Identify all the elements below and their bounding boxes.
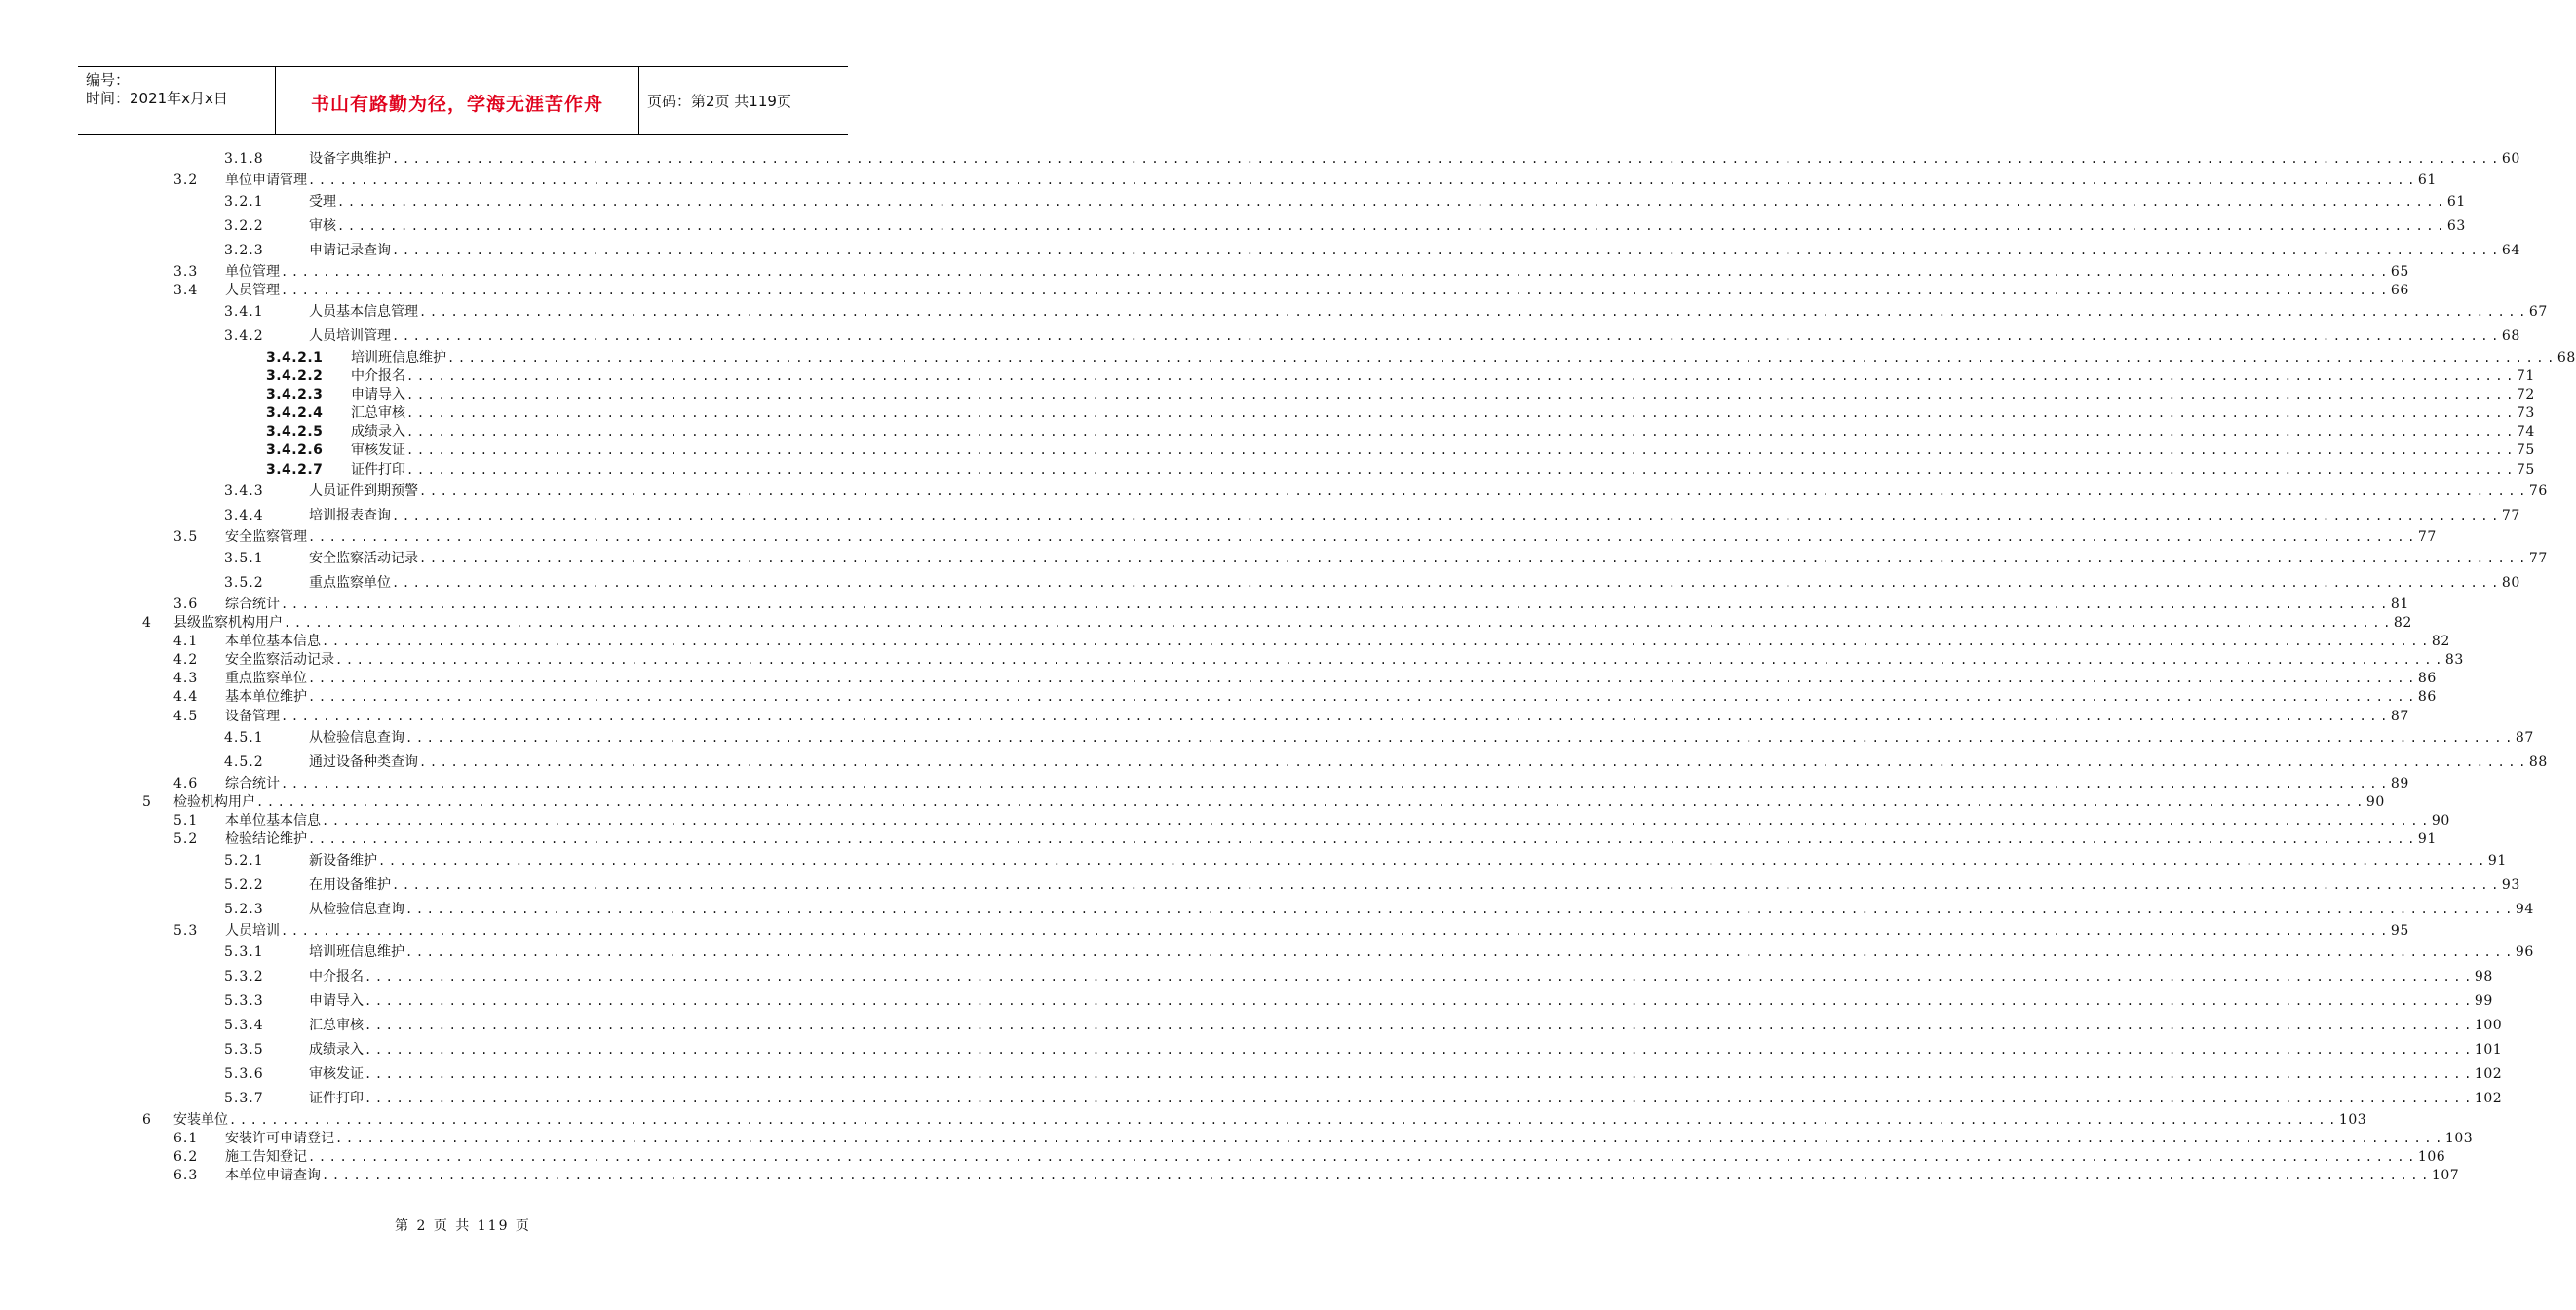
- page-footer: 第 2 页 共 119 页: [395, 1218, 531, 1234]
- toc-leader-dots: ........................................................................................................................................................................................................: [281, 710, 2391, 723]
- toc-leader-dots: ........................................................................................................................................................................................................: [284, 616, 2394, 630]
- toc-entry-title: 单位管理: [225, 264, 280, 280]
- toc-entry-title: 从检验信息查询: [309, 902, 404, 917]
- toc-entry-page: 83: [2444, 652, 2464, 668]
- toc-entry-number: 3.4.2: [224, 328, 264, 344]
- toc-entry-number: 3.3: [173, 264, 199, 280]
- toc-entry-number: 3.5.1: [224, 551, 264, 566]
- toc-entry-number: 3.4.2.3: [266, 387, 324, 403]
- toc-entry-number: 4.6: [173, 776, 199, 791]
- toc-leader-dots: ........................................................................................................................................................................................................: [419, 484, 2529, 498]
- toc-entry[interactable]: [0, 193, 2466, 211]
- toc-entry[interactable]: [0, 528, 2437, 546]
- toc-entry-number: 6.3: [173, 1168, 199, 1183]
- toc-entry-page: 71: [2516, 368, 2535, 384]
- toc-leader-dots: ........................................................................................................................................................................................................: [392, 509, 2502, 522]
- toc-entry-title: 基本单位维护: [225, 689, 307, 705]
- toc-entry-number: 4.2: [173, 652, 199, 668]
- toc-entry-number: 4.1: [173, 634, 199, 649]
- toc-leader-dots: ........................................................................................................................................................................................................: [406, 388, 2517, 402]
- toc-entry-page: 82: [2431, 634, 2450, 649]
- toc-entry-number: 5: [142, 794, 152, 810]
- toc-entry-title: 培训班信息维护: [351, 350, 446, 366]
- toc-entry-title: 重点监察单位: [309, 575, 391, 591]
- toc-entry-page: 106: [2417, 1149, 2446, 1165]
- toc-entry-number: 3.4.3: [224, 483, 264, 499]
- toc-entry-title: 审核发证: [309, 1066, 364, 1082]
- toc-entry-page: 77: [2501, 508, 2520, 523]
- toc-entry[interactable]: [0, 150, 2520, 168]
- toc-entry[interactable]: [0, 303, 2548, 321]
- toc-leader-dots: ........................................................................................................................................................................................................: [281, 284, 2391, 297]
- toc-entry-page: 64: [2501, 243, 2520, 258]
- toc-entry-number: 5.2.1: [224, 853, 264, 868]
- toc-entry-title: 检验机构用户: [173, 794, 255, 810]
- toc-entry-title: 成绩录入: [351, 424, 405, 440]
- toc-entry-number: 3.5: [173, 529, 199, 545]
- toc-entry-number: 5.3.4: [224, 1018, 264, 1033]
- toc-entry-page: 101: [2474, 1042, 2503, 1058]
- toc-entry-page: 91: [2417, 831, 2437, 847]
- toc-leader-dots: ........................................................................................................................................................................................................: [337, 219, 2447, 233]
- toc-entry-page: 102: [2474, 1091, 2503, 1106]
- toc-leader-dots: ........................................................................................................................................................................................................: [447, 351, 2557, 365]
- toc-leader-dots: ........................................................................................................................................................................................................: [337, 195, 2447, 209]
- toc-entry[interactable]: [0, 507, 2520, 524]
- toc-leader-dots: ........................................................................................................................................................................................................: [365, 994, 2475, 1008]
- toc-entry[interactable]: [0, 793, 2385, 811]
- toc-entry[interactable]: [0, 217, 2466, 235]
- toc-entry[interactable]: [0, 670, 2437, 687]
- toc-entry-number: 4.4: [173, 689, 199, 705]
- toc-entry-title: 培训班信息维护: [309, 944, 404, 960]
- toc-entry-number: 3.4.2.6: [266, 443, 324, 458]
- toc-entry-number: 3.1.8: [224, 151, 264, 167]
- toc-entry[interactable]: [0, 349, 2576, 366]
- toc-entry-page: 89: [2390, 776, 2409, 791]
- toc-leader-dots: ........................................................................................................................................................................................................: [392, 152, 2502, 166]
- toc-entry-number: 5.3: [173, 923, 199, 939]
- toc-entry[interactable]: [0, 172, 2437, 189]
- document-number-label: 编号：: [86, 71, 131, 89]
- toc-entry-title: 综合统计: [225, 776, 280, 791]
- toc-entry[interactable]: [0, 753, 2548, 771]
- toc-leader-dots: ........................................................................................................................................................................................................: [281, 924, 2391, 938]
- toc-entry-page: 96: [2515, 944, 2534, 960]
- toc-entry-title: 检验结论维护: [225, 831, 307, 847]
- toc-leader-dots: ........................................................................................................................................................................................................: [365, 1019, 2475, 1032]
- toc-leader-dots: ........................................................................................................................................................................................................: [392, 878, 2502, 892]
- toc-entry[interactable]: [0, 922, 2409, 940]
- toc-leader-dots: ........................................................................................................................................................................................................: [392, 576, 2502, 590]
- toc-entry-number: 3.4.4: [224, 508, 264, 523]
- toc-entry-number: 5.3.6: [224, 1066, 264, 1082]
- toc-entry-number: 5.3.5: [224, 1042, 264, 1058]
- toc-leader-dots: ........................................................................................................................................................................................................: [308, 1150, 2418, 1164]
- toc-entry-page: 95: [2390, 923, 2409, 939]
- toc-entry-page: 66: [2390, 283, 2409, 298]
- toc-entry-title: 安全监察活动记录: [225, 652, 334, 668]
- toc-entry-title: 安装单位: [173, 1112, 228, 1128]
- toc-leader-dots: ........................................................................................................................................................................................................: [308, 672, 2418, 685]
- toc-entry-number: 6.1: [173, 1131, 199, 1146]
- toc-entry[interactable]: [0, 614, 2412, 632]
- toc-entry-number: 3.4.2.1: [266, 350, 324, 366]
- toc-entry-title: 本单位基本信息: [225, 813, 321, 828]
- toc-leader-dots: ........................................................................................................................................................................................................: [281, 265, 2391, 279]
- header-motto: 书山有路勤为径，学海无涯苦作舟: [310, 94, 603, 115]
- toc-leader-dots: ........................................................................................................................................................................................................: [308, 832, 2418, 846]
- toc-entry-title: 成绩录入: [309, 1042, 364, 1058]
- toc-entry[interactable]: [0, 968, 2493, 985]
- toc-entry-page: 75: [2516, 462, 2535, 478]
- toc-entry[interactable]: [0, 461, 2535, 479]
- toc-entry-number: 3.2.2: [224, 218, 264, 234]
- toc-entry[interactable]: [0, 574, 2520, 592]
- header-page-number: 页码：第2页 共119页: [647, 93, 791, 110]
- toc-leader-dots: ........................................................................................................................................................................................................: [281, 777, 2391, 790]
- toc-entry-title: 中介报名: [309, 969, 364, 984]
- toc-leader-dots: ........................................................................................................................................................................................................: [308, 530, 2418, 544]
- toc-entry-title: 设备管理: [225, 709, 280, 724]
- toc-leader-dots: ........................................................................................................................................................................................................: [365, 1092, 2475, 1105]
- toc-entry-page: 88: [2528, 754, 2548, 770]
- toc-entry-page: 90: [2431, 813, 2450, 828]
- toc-entry-page: 99: [2474, 993, 2493, 1009]
- toc-entry-page: 103: [2444, 1131, 2474, 1146]
- toc-entry-number: 3.2.1: [224, 194, 264, 210]
- toc-entry[interactable]: [0, 550, 2548, 567]
- toc-entry-number: 3.4: [173, 283, 199, 298]
- toc-entry-title: 申请导入: [309, 993, 364, 1009]
- toc-entry[interactable]: [0, 992, 2493, 1010]
- toc-leader-dots: ........................................................................................................................................................................................................: [406, 406, 2517, 420]
- toc-entry-number: 3.5.2: [224, 575, 264, 591]
- toc-entry-number: 6: [142, 1112, 152, 1128]
- toc-entry[interactable]: [0, 405, 2535, 422]
- toc-entry-page: 61: [2446, 194, 2466, 210]
- toc-leader-dots: ........................................................................................................................................................................................................: [405, 903, 2516, 916]
- toc-entry[interactable]: [0, 901, 2534, 918]
- toc-entry-page: 72: [2516, 387, 2535, 403]
- toc-leader-dots: ........................................................................................................................................................................................................: [419, 305, 2529, 319]
- toc-leader-dots: ........................................................................................................................................................................................................: [405, 731, 2516, 745]
- toc-entry-title: 县级监察机构用户: [173, 615, 283, 631]
- toc-entry-page: 98: [2474, 969, 2493, 984]
- toc-entry-title: 通过设备种类查询: [309, 754, 418, 770]
- toc-entry-page: 90: [2365, 794, 2385, 810]
- toc-entry-number: 4: [142, 615, 152, 631]
- toc-entry-page: 87: [2390, 709, 2409, 724]
- toc-entry-page: 86: [2417, 689, 2437, 705]
- toc-entry-page: 61: [2417, 173, 2437, 188]
- toc-entry-page: 77: [2528, 551, 2548, 566]
- toc-leader-dots: ........................................................................................................................................................................................................: [281, 597, 2391, 611]
- toc-entry-title: 单位申请管理: [225, 173, 307, 188]
- toc-entry[interactable]: [0, 633, 2450, 650]
- document-time-label: 时间：2021年x月x日: [86, 90, 228, 107]
- toc-leader-dots: ........................................................................................................................................................................................................: [308, 173, 2418, 187]
- toc-entry[interactable]: [0, 1148, 2446, 1166]
- toc-entry-number: 3.4.2.4: [266, 405, 324, 421]
- toc-entry-number: 4.5.2: [224, 754, 264, 770]
- toc-entry-number: 3.4.2.7: [266, 462, 324, 478]
- toc-entry-title: 人员培训: [225, 923, 280, 939]
- toc-entry-title: 审核: [309, 218, 336, 234]
- toc-entry-title: 汇总审核: [309, 1018, 364, 1033]
- toc-entry[interactable]: [0, 1065, 2503, 1083]
- toc-entry-title: 人员基本信息管理: [309, 304, 418, 320]
- toc-entry[interactable]: [0, 242, 2520, 259]
- toc-leader-dots: ........................................................................................................................................................................................................: [406, 369, 2517, 383]
- toc-leader-dots: ........................................................................................................................................................................................................: [419, 755, 2529, 769]
- toc-entry[interactable]: [0, 688, 2437, 706]
- toc-leader-dots: ........................................................................................................................................................................................................: [365, 1043, 2475, 1057]
- toc-entry-title: 安全监察活动记录: [309, 551, 418, 566]
- toc-entry[interactable]: [0, 729, 2534, 747]
- toc-entry-number: 4.5.1: [224, 730, 264, 746]
- toc-entry-number: 5.2.3: [224, 902, 264, 917]
- toc-leader-dots: ........................................................................................................................................................................................................: [322, 635, 2432, 648]
- toc-entry-title: 申请记录查询: [309, 243, 391, 258]
- toc-entry-title: 本单位申请查询: [225, 1168, 321, 1183]
- toc-entry-title: 重点监察单位: [225, 671, 307, 686]
- toc-entry-number: 5.1: [173, 813, 199, 828]
- toc-entry-number: 4.3: [173, 671, 199, 686]
- toc-entry-page: 67: [2528, 304, 2548, 320]
- toc-entry-title: 施工告知登记: [225, 1149, 307, 1165]
- toc-leader-dots: ........................................................................................................................................................................................................: [335, 1132, 2445, 1145]
- toc-entry-title: 人员管理: [225, 283, 280, 298]
- toc-entry[interactable]: [0, 1130, 2474, 1147]
- toc-entry-page: 87: [2515, 730, 2534, 746]
- toc-entry-title: 安全监察管理: [225, 529, 307, 545]
- toc-leader-dots: ........................................................................................................................................................................................................: [406, 443, 2517, 457]
- toc-entry-page: 86: [2417, 671, 2437, 686]
- toc-entry[interactable]: [0, 830, 2437, 848]
- toc-entry-number: 5.3.1: [224, 944, 264, 960]
- toc-entry-number: 5.2.2: [224, 877, 264, 893]
- toc-entry-page: 91: [2487, 853, 2507, 868]
- toc-entry-number: 3.4.2.5: [266, 424, 324, 440]
- toc-entry-title: 受理: [309, 194, 336, 210]
- toc-leader-dots: ........................................................................................................................................................................................................: [419, 552, 2529, 565]
- toc-entry[interactable]: [0, 1111, 2367, 1129]
- toc-leader-dots: ........................................................................................................................................................................................................: [392, 244, 2502, 257]
- toc-entry-title: 人员证件到期预警: [309, 483, 418, 499]
- toc-entry-title: 本单位基本信息: [225, 634, 321, 649]
- toc-leader-dots: ........................................................................................................................................................................................................: [378, 854, 2488, 867]
- toc-entry[interactable]: [0, 482, 2548, 500]
- toc-entry-number: 4.5: [173, 709, 199, 724]
- toc-entry-page: 60: [2501, 151, 2520, 167]
- toc-entry[interactable]: [0, 263, 2409, 281]
- toc-entry-title: 证件打印: [309, 1091, 364, 1106]
- toc-entry-title: 申请导入: [351, 387, 405, 403]
- toc-entry[interactable]: [0, 328, 2520, 345]
- toc-entry-page: 80: [2501, 575, 2520, 591]
- toc-entry[interactable]: [0, 708, 2409, 725]
- toc-entry[interactable]: [0, 651, 2464, 669]
- toc-entry-title: 汇总审核: [351, 405, 405, 421]
- toc-entry-page: 81: [2390, 597, 2409, 612]
- toc-entry-title: 培训报表查询: [309, 508, 391, 523]
- toc-entry[interactable]: [0, 1017, 2503, 1034]
- toc-entry-number: 6.2: [173, 1149, 199, 1165]
- toc-entry-title: 安装许可申请登记: [225, 1131, 334, 1146]
- toc-entry-number: 5.2: [173, 831, 199, 847]
- toc-entry-page: 77: [2417, 529, 2437, 545]
- toc-entry-number: 3.4.2.2: [266, 368, 324, 384]
- toc-entry[interactable]: [0, 386, 2535, 404]
- toc-entry-page: 100: [2474, 1018, 2503, 1033]
- toc-entry-page: 68: [2557, 350, 2576, 366]
- toc-entry-page: 73: [2516, 405, 2535, 421]
- toc-entry-page: 75: [2516, 443, 2535, 458]
- toc-entry-number: 5.3.3: [224, 993, 264, 1009]
- toc-leader-dots: ........................................................................................................................................................................................................: [365, 1067, 2475, 1081]
- toc-entry-title: 在用设备维护: [309, 877, 391, 893]
- toc-entry-page: 102: [2474, 1066, 2503, 1082]
- toc-entry[interactable]: [0, 367, 2535, 385]
- toc-leader-dots: ........................................................................................................................................................................................................: [405, 945, 2516, 959]
- toc-entry-title: 证件打印: [351, 462, 405, 478]
- toc-entry-page: 94: [2515, 902, 2534, 917]
- toc-leader-dots: ........................................................................................................................................................................................................: [229, 1113, 2339, 1127]
- toc-entry-title: 设备字典维护: [309, 151, 391, 167]
- toc-leader-dots: ........................................................................................................................................................................................................: [392, 329, 2502, 343]
- toc-entry-title: 审核发证: [351, 443, 405, 458]
- toc-entry[interactable]: [0, 944, 2534, 961]
- toc-entry-title: 人员培训管理: [309, 328, 391, 344]
- toc-entry-page: 107: [2431, 1168, 2460, 1183]
- toc-entry[interactable]: [0, 442, 2535, 459]
- toc-leader-dots: ........................................................................................................................................................................................................: [335, 653, 2445, 667]
- toc-entry-number: 5.3.7: [224, 1091, 264, 1106]
- toc-entry-title: 综合统计: [225, 597, 280, 612]
- toc-entry-title: 从检验信息查询: [309, 730, 404, 746]
- toc-leader-dots: ........................................................................................................................................................................................................: [365, 970, 2475, 983]
- toc-entry[interactable]: [0, 775, 2409, 792]
- toc-entry-page: 76: [2528, 483, 2548, 499]
- toc-entry-number: 3.4.1: [224, 304, 264, 320]
- toc-entry-page: 82: [2393, 615, 2412, 631]
- toc-leader-dots: ........................................................................................................................................................................................................: [308, 690, 2418, 704]
- toc-entry[interactable]: [0, 423, 2535, 441]
- toc-entry-number: 3.2.3: [224, 243, 264, 258]
- toc-entry-page: 93: [2501, 877, 2520, 893]
- toc-entry-number: 3.6: [173, 597, 199, 612]
- toc-entry[interactable]: [0, 812, 2450, 829]
- toc-entry-title: 新设备维护: [309, 853, 377, 868]
- toc-entry[interactable]: [0, 1090, 2503, 1107]
- toc-entry-page: 68: [2501, 328, 2520, 344]
- toc-entry[interactable]: [0, 282, 2409, 299]
- toc-entry-title: 中介报名: [351, 368, 405, 384]
- toc-entry-page: 74: [2516, 424, 2535, 440]
- toc-entry-page: 103: [2338, 1112, 2367, 1128]
- toc-entry-number: 3.2: [173, 173, 199, 188]
- toc-entry[interactable]: [0, 876, 2520, 894]
- toc-leader-dots: ........................................................................................................................................................................................................: [322, 1169, 2432, 1182]
- toc-entry[interactable]: [0, 596, 2409, 613]
- toc-leader-dots: ........................................................................................................................................................................................................: [322, 814, 2432, 828]
- toc-entry[interactable]: [0, 852, 2507, 869]
- toc-leader-dots: ........................................................................................................................................................................................................: [406, 463, 2517, 477]
- toc-entry-page: 63: [2446, 218, 2466, 234]
- toc-leader-dots: ........................................................................................................................................................................................................: [256, 795, 2366, 809]
- toc-entry-page: 65: [2390, 264, 2409, 280]
- toc-leader-dots: ........................................................................................................................................................................................................: [406, 425, 2517, 439]
- toc-entry[interactable]: [0, 1167, 2460, 1184]
- toc-entry[interactable]: [0, 1041, 2503, 1059]
- toc-entry-number: 5.3.2: [224, 969, 264, 984]
